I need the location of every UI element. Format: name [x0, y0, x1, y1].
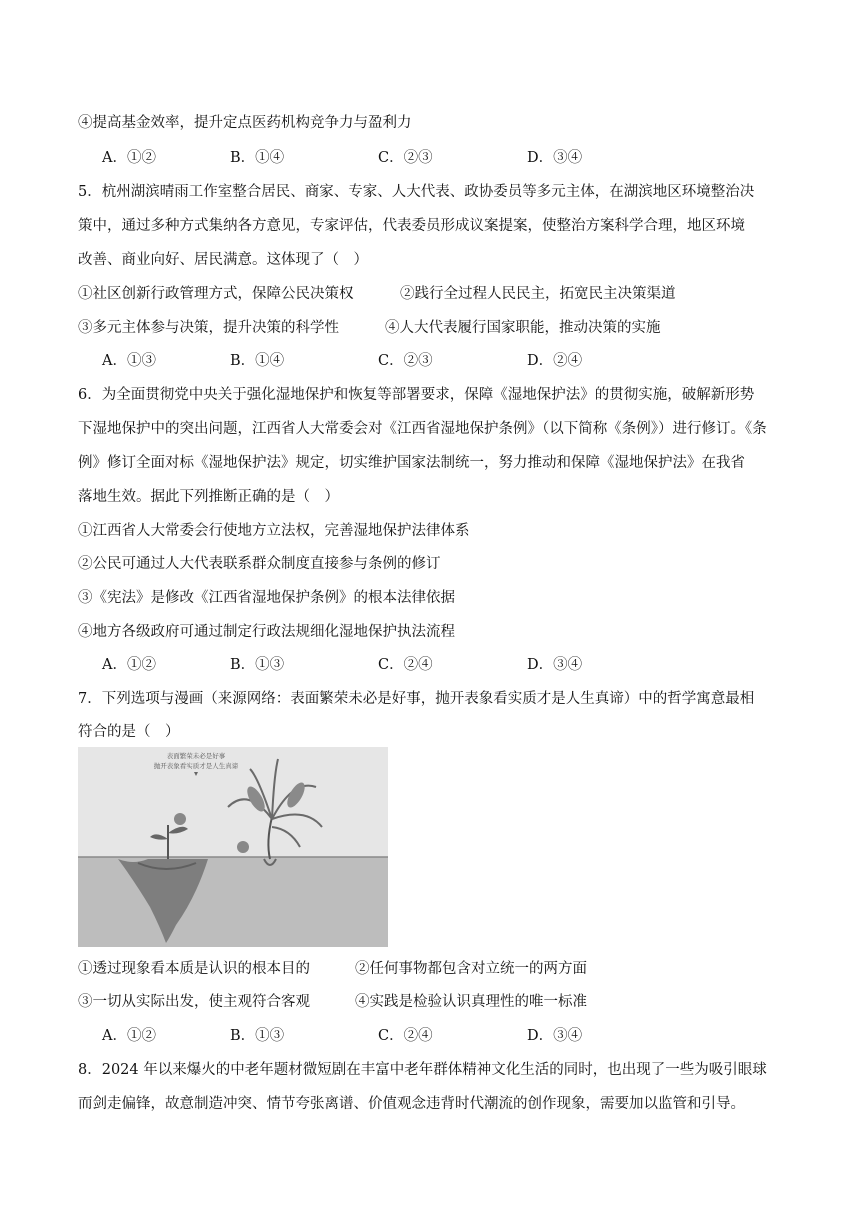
- q6-item-2: ②公民可通过人大代表联系群众制度直接参与条例的修订: [78, 556, 441, 572]
- q4-option-c[interactable]: C．②③: [378, 150, 433, 166]
- q8-stem-line-1: 8．2024 年以来爆火的中老年题材微短剧在丰富中老年群体精神文化生活的同时，也出现了一些为吸引眼球: [78, 1062, 767, 1078]
- q6-stem-line-4: 落地生效。据此下列推断正确的是（ ）: [78, 489, 339, 505]
- q5-item-4: ④人大代表履行国家职能，推动决策的实施: [385, 320, 661, 336]
- q4-option-b[interactable]: B．①④: [230, 150, 285, 166]
- q7-option-d[interactable]: D．③④: [527, 1028, 583, 1044]
- cartoon-caption-line-1: 表面繁荣未必是好事: [166, 752, 226, 760]
- q7-stem-line-2: 符合的是（ ）: [78, 724, 180, 740]
- q5-item-2: ②践行全过程人民民主，拓宽民主决策渠道: [400, 286, 676, 302]
- q6-option-c[interactable]: C．②④: [378, 657, 433, 673]
- q5-stem-line-2: 策中，通过多种方式集纳各方意见，专家评估，代表委员形成议案提案，使整治方案科学合理，地区环境: [78, 218, 745, 234]
- q5-option-c[interactable]: C．②③: [378, 353, 433, 369]
- q7-item-1: ①透过现象看本质是认识的根本目的: [78, 961, 310, 977]
- q4-option-d[interactable]: D．③④: [527, 150, 583, 166]
- q5-stem-line-1: 5．杭州湖滨晴雨工作室整合居民、商家、专家、人大代表、政协委员等多元主体，在湖滨地区环境整治决: [78, 184, 755, 200]
- q6-item-1: ①江西省人大常委会行使地方立法权，完善湿地保护法律体系: [78, 523, 470, 539]
- q7-item-2: ②任何事物都包含对立统一的两方面: [355, 961, 587, 977]
- q7-option-a[interactable]: A．①②: [102, 1028, 156, 1044]
- q6-stem-line-1: 6．为全面贯彻党中央关于强化湿地保护和恢复等部署要求，保障《湿地保护法》的贯彻实施，破解新形势: [78, 387, 755, 403]
- q6-stem-line-3: 例》修订全面对标《湿地保护法》规定，切实维护国家法制统一，努力推动和保障《湿地保护法》在我省: [78, 455, 745, 471]
- q5-stem-line-3: 改善、商业向好、居民满意。这体现了（ ）: [78, 252, 368, 268]
- q6-item-4: ④地方各级政府可通过制定行政法规细化湿地保护执法流程: [78, 624, 455, 640]
- q7-stem-line-1: 7．下列选项与漫画（来源网络：表面繁荣未必是好事，抛开表象看实质才是人生真谛）中的哲学寓意最相: [78, 691, 755, 707]
- philosophy-cartoon-image: [78, 747, 388, 947]
- q6-option-b[interactable]: B．①③: [230, 657, 285, 673]
- q5-item-1: ①社区创新行政管理方式，保障公民决策权: [78, 286, 354, 302]
- q8-stem-line-2: 而剑走偏锋，故意制造冲突、情节夸张离谱、价值观念违背时代潮流的创作现象，需要加以监管和引导。: [78, 1096, 745, 1112]
- q5-option-d[interactable]: D．②④: [527, 353, 583, 369]
- q6-option-a[interactable]: A．①②: [102, 657, 156, 673]
- q7-option-b[interactable]: B．①③: [230, 1028, 285, 1044]
- q7-item-3: ③一切从实际出发，使主观符合客观: [78, 994, 310, 1010]
- q5-option-a[interactable]: A．①③: [102, 353, 156, 369]
- q7-item-4: ④实践是检验认识真理性的唯一标准: [355, 994, 587, 1010]
- q5-option-b[interactable]: B．①④: [230, 353, 285, 369]
- q6-item-3: ③《宪法》是修改《江西省湿地保护条例》的根本法律依据: [78, 590, 455, 606]
- q4-option-a[interactable]: A．①②: [102, 150, 156, 166]
- q5-item-3: ③多元主体参与决策，提升决策的科学性: [78, 320, 339, 336]
- cartoon-caption-line-2: 抛开表象看实质才是人生真谛: [153, 762, 239, 770]
- q6-stem-line-2: 下湿地保护中的突出问题，江西省人大常委会对《江西省湿地保护条例》（以下简称《条例》）进行修订。《条: [78, 421, 767, 437]
- q7-option-c[interactable]: C．②④: [378, 1028, 433, 1044]
- q6-option-d[interactable]: D．③④: [527, 657, 583, 673]
- q4-item-4: ④提高基金效率，提升定点医药机构竞争力与盈利力: [78, 115, 412, 131]
